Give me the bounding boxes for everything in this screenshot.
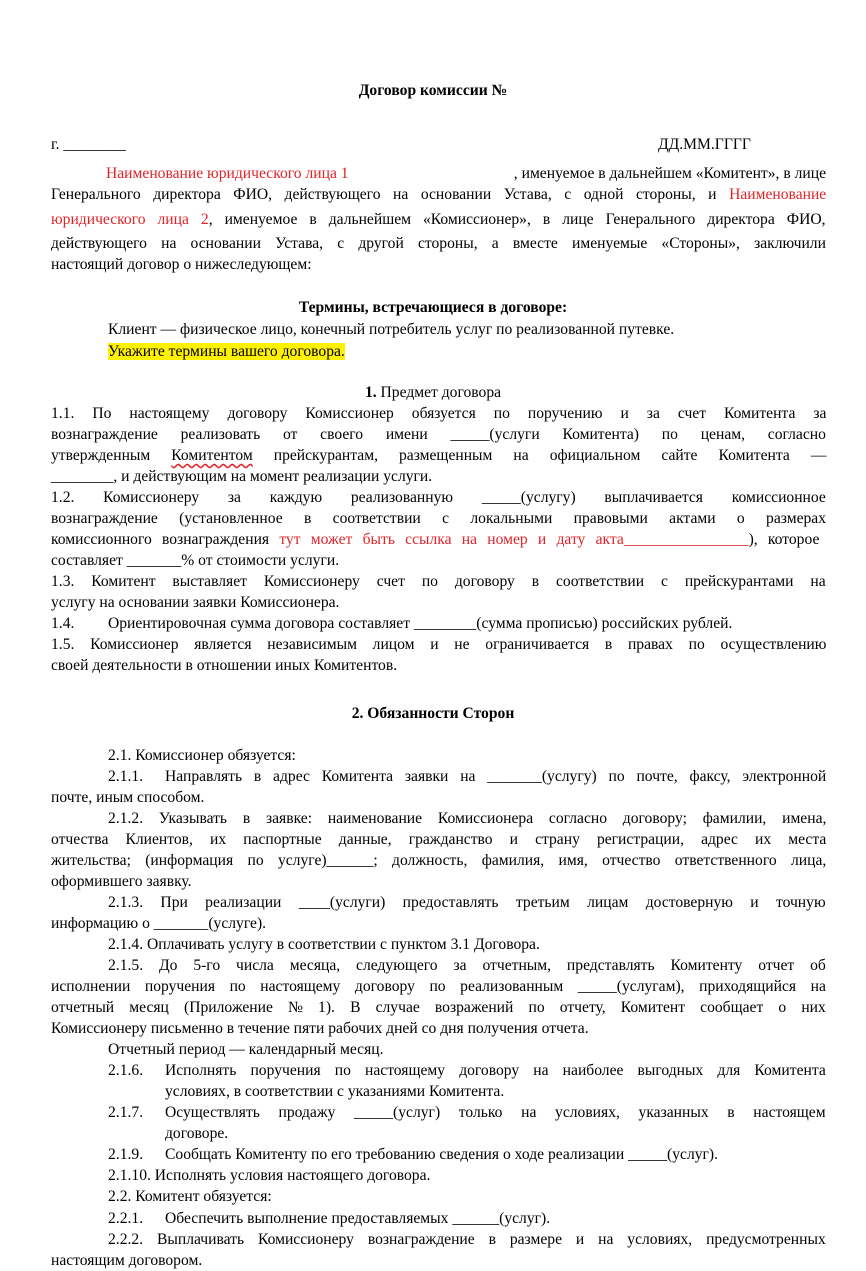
clause-1-1-line-2: вознаграждение реализовать от своего имени _____(услуги Комитента) по ценам, согласно: [51, 426, 826, 443]
item-2-1-1-line-2: почте, иным способом.: [51, 789, 205, 806]
terms-heading: Термины, встречающиеся в договоре:: [298, 299, 568, 316]
term-client: Клиент — физическое лицо, конечный потребитель услуг по реализованной путевке.: [108, 321, 675, 338]
item-2-1-1-line-1: Направлять в адрес Комитента заявки на _______(услугу) по почте, факсу, электронной: [165, 768, 827, 785]
clause-text: комиссионного вознаграждения: [51, 531, 280, 548]
city-field: г. ________: [51, 136, 126, 153]
item-2-1-5-line-1: 2.1.5. До 5-го числа месяца, следующего за отчетным, представлять Комитенту отчет об: [108, 957, 826, 974]
item-2-1-1-number: 2.1.1.: [108, 768, 144, 785]
date-field: ДД.ММ.ГГГГ: [658, 136, 751, 153]
clause-1-2-line-2: вознаграждение (установленное в соответствии с локальными правовыми актами о размерах: [51, 510, 827, 527]
clause-1-4-text: Ориентировочная сумма договора составляет ________(сумма прописью) российских рублей.: [108, 615, 733, 632]
party-2-name: Наименование: [729, 186, 827, 203]
item-2-2-2-line-1: 2.2.2. Выплачивать Комиссионеру вознаграждение в размере и на условиях, предусмотренных: [108, 1231, 826, 1248]
item-2-1-5-line-4: Комиссионеру письменно в течение пяти рабочих дней со дня получения отчета.: [51, 1020, 589, 1037]
preamble-text: , именуемое в дальнейшем «Комитент», в лице: [513, 165, 826, 182]
preamble-line-4: действующего на основании Устава, с другой стороны, а вместе именуемые «Стороны», заключили: [51, 235, 826, 252]
preamble-line-3: [51, 209, 826, 230]
item-2-1-2-line-2: отчества Клиентов, их паспортные данные, гражданство и страну регистрации, адрес их места: [51, 831, 827, 848]
section-2-heading: 2. Обязанности Сторон: [351, 705, 515, 722]
clause-1-1-line-1: [51, 403, 826, 424]
clause-1-3-line-1: 1.3. Комитент выставляет Комиссионеру счет по договору в соответствии с прейскурантами на: [51, 573, 826, 590]
clause-1-5-line-1: 1.5. Комиссионер является независимым лицом и не ограничивается в правах по осуществлению: [51, 636, 827, 653]
item-2-1-3-line-1: 2.1.3. При реализации ____(услуги) предоставлять третьим лицам достоверную и точную: [108, 894, 826, 911]
item-2-1-6-line-2: условиях, в соответствии с указаниями Комитента.: [165, 1083, 505, 1100]
section-1-heading: [0, 382, 866, 403]
item-2-2-2-line-2: настоящим договором.: [51, 1252, 203, 1269]
item-2-1-2-line-4: оформившего заявку.: [51, 873, 192, 890]
item-2-1-5-line-3: отчетный месяц (Приложение № 1). В случае возражений по отчету, Комитент сообщает о них: [51, 999, 826, 1016]
item-2-1-7-line-1: Осуществлять продажу _____(услуг) только на условиях, указанных в настоящем: [165, 1104, 826, 1121]
party-2-name: юридического лица 2: [51, 211, 209, 228]
item-2-1-6-line-1: Исполнять поручения по настоящему договору на наиболее выгодных для Комитента: [165, 1062, 826, 1079]
item-2-1-2-line-1: 2.1.2. Указывать в заявке: наименование Комиссионера согласно договору; фамилии, имена,: [108, 810, 827, 827]
item-2-2-1-number: 2.2.1.: [108, 1210, 144, 1227]
act-reference-blank: ________________: [623, 531, 749, 548]
clause-1-1-line-3: [51, 445, 826, 466]
spellcheck-word: Комитентом: [171, 447, 253, 464]
item-2-1-10: 2.1.10. Исполнять условия настоящего договора.: [108, 1167, 431, 1184]
item-2-1-3-line-2: информацию о _______(услуге).: [51, 915, 267, 932]
clause-1-1-line-4: ________, и действующим на момент реализации услуги.: [51, 468, 433, 485]
party-1-name: Наименование юридического лица 1: [106, 165, 349, 182]
item-2-2: 2.2. Комитент обязуется:: [108, 1188, 272, 1205]
terms-hint: [108, 341, 345, 362]
preamble-text: , именуемое в дальнейшем «Комиссионер», в лице Генерального директора ФИО,: [208, 211, 826, 228]
clause-text: 1.1. По настоящему договору Комиссионер обязуется по поручению и за счет Комитента за: [51, 405, 827, 422]
item-2-1-9-text: Сообщать Комитенту по его требованию сведения о ходе реализации _____(услуг).: [165, 1146, 719, 1163]
item-2-1-7-line-2: договоре.: [165, 1125, 229, 1142]
preamble-line-1: [51, 163, 826, 184]
preamble-text: Генерального директора ФИО, действующего на основании Устава, с одной стороны, и: [51, 186, 730, 203]
item-2-1-6-number: 2.1.6.: [108, 1062, 144, 1079]
clause-text: ), которое: [748, 531, 820, 548]
document-title: Договор комиссии №: [358, 82, 508, 99]
item-2-1-2-line-3: жительства; (информация по услуге)______; должность, фамилия, имя, отчество ответственного лица,: [51, 852, 827, 869]
item-2-1-9-number: 2.1.9.: [108, 1146, 144, 1163]
clause-text: прейскурантам, размещенным на официальном сайте Комитента —: [252, 447, 827, 464]
clause-1-2-line-4: составляет _______% от стоимости услуги.: [51, 552, 340, 569]
reporting-period: Отчетный период — календарный месяц.: [108, 1041, 384, 1058]
section-title: Предмет договора: [376, 384, 502, 401]
clause-1-5-line-2: своей деятельности в отношении иных Комитентов.: [51, 657, 398, 674]
clause-1-4-number: 1.4.: [51, 615, 75, 632]
item-2-1-4: 2.1.4. Оплачивать услугу в соответствии с пунктом 3.1 Договора.: [108, 936, 540, 953]
clause-1-2-line-1: 1.2. Комиссионеру за каждую реализованную _____(услугу) выплачивается комиссионное: [51, 489, 826, 506]
section-number: 1.: [364, 384, 377, 401]
clause-text: утвержденным: [51, 447, 172, 464]
item-2-1: 2.1. Комиссионер обязуется:: [108, 747, 296, 764]
item-2-2-1-text: Обеспечить выполнение предоставляемых ______(услуг).: [165, 1210, 551, 1227]
item-2-1-7-number: 2.1.7.: [108, 1104, 144, 1121]
act-reference-note: тут может быть ссылка на номер и дату акта: [279, 531, 624, 548]
preamble-line-2: [51, 184, 826, 205]
clause-1-2-line-3: [51, 529, 819, 550]
highlight-hint: Укажите термины вашего договора.: [108, 343, 345, 360]
preamble-line-5: настоящий договор о нижеследующем:: [51, 256, 312, 273]
item-2-1-5-line-2: исполнении поручения по настоящему договору по реализованным _____(услугам), приходящийся на: [51, 978, 826, 995]
clause-1-3-line-2: услугу на основании заявки Комиссионера.: [51, 594, 340, 611]
